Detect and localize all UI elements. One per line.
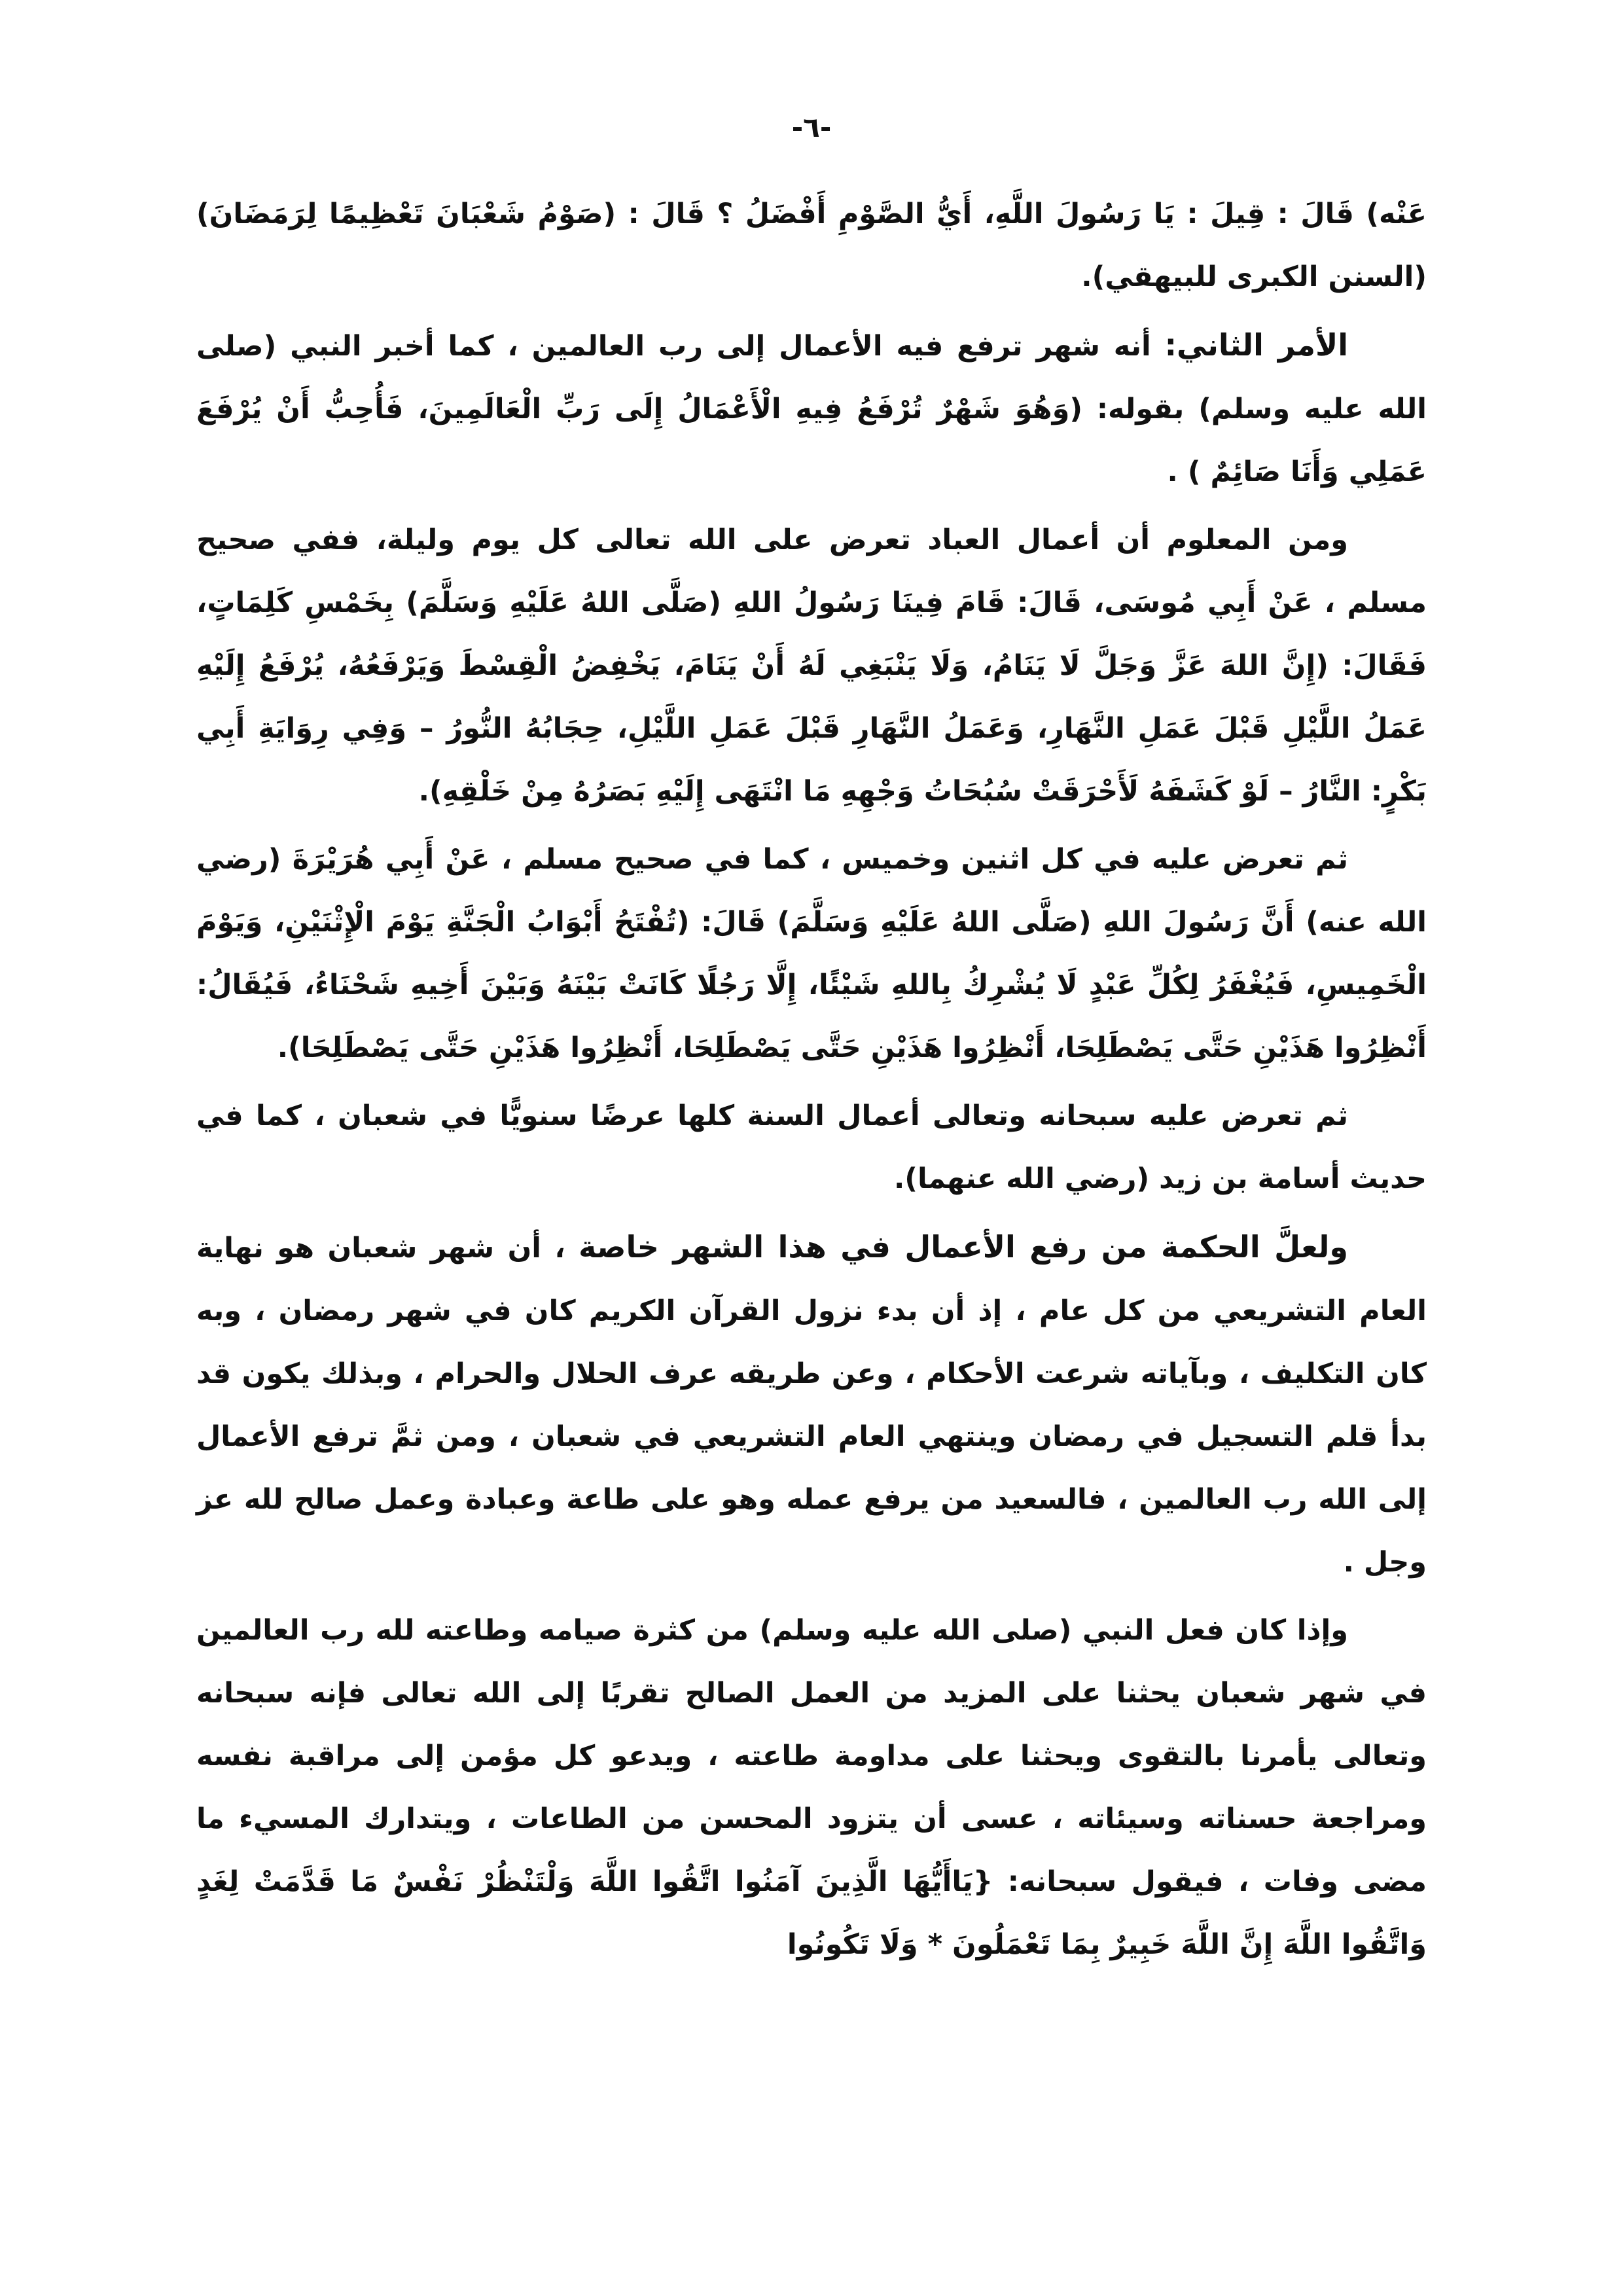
paragraph-text: أنه شهر ترفع فيه الأعمال إلى رب العالمين ، كما أخبر النبي (صلى الله عليه وسلم) بقوله: (وَهُوَ شَهْرٌ تُرْفَعُ فِيهِ الْأَعْمَالُ إِلَى رَبِّ الْعَالَمِينَ، فَأُحِبُّ أَنْ يُرْفَعَ عَمَلِي وَأَنَا صَائِمٌ ) .: [196, 330, 1427, 488]
paragraph-daily-presentation: [196, 509, 1427, 823]
paragraph-second-matter: [196, 314, 1427, 503]
paragraph-lead-heading: ولعلَّ الحكمة من رفع الأعمال في هذا الشهر خاصة: [579, 1229, 1348, 1265]
paragraph-text: ، أن شهر شعبان هو نهاية العام التشريعي من كل عام ، إذ أن بدء نزول القرآن الكريم كان في شهر رمضان ، وبه كان التكليف ، وبآياته شرعت الأحكام ، وعن طريقه عرف الحلال والحرام ، وبذلك يكون قد بدأ قلم التسجيل في رمضان وينتهي العام التشريعي في شعبان ، ومن ثمَّ ترفع الأعمال إلى الله رب العالمين ، فالسعيد من يرفع عمله وهو على طاعة وعبادة وعمل صالح لله عز وجل .: [196, 1232, 1427, 1579]
paragraph-hadith-continuation: [196, 183, 1427, 308]
paragraph-text: عَنْه) قَالَ : قِيلَ : يَا رَسُولَ اللَّهِ، أَيُّ الصَّوْمِ أَفْضَلُ ؟ قَالَ : (صَوْمُ شَعْبَانَ تَعْظِيمًا لِرَمَضَانَ)(السنن الكبرى للبيهقي).: [196, 198, 1427, 293]
document-page: [196, 98, 1427, 2225]
paragraph-monday-thursday: [196, 828, 1427, 1079]
paragraph-text: ومن المعلوم أن أعمال العباد تعرض على الله تعالى كل يوم وليلة، ففي صحيح مسلم ، عَنْ أَبِي مُوسَى، قَالَ: قَامَ فِينَا رَسُولُ اللهِ (صَلَّى اللهُ عَلَيْهِ وَسَلَّمَ) بِخَمْسِ كَلِمَاتٍ، فَقَالَ: (إِنَّ اللهَ عَزَّ وَجَلَّ لَا يَنَامُ، وَلَا يَنْبَغِي لَهُ أَنْ يَنَامَ، يَخْفِضُ الْقِسْطَ وَيَرْفَعُهُ، يُرْفَعُ إِلَيْهِ عَمَلُ اللَّيْلِ قَبْلَ عَمَلِ النَّهَارِ، وَعَمَلُ النَّهَارِ قَبْلَ عَمَلِ اللَّيْلِ، حِجَابُهُ النُّورُ – وَفِي رِوَايَةِ أَبِي بَكْرٍ: النَّارُ – لَوْ كَشَفَهُ لَأَحْرَقَتْ سُبُحَاتُ وَجْهِهِ مَا انْتَهَى إِلَيْهِ بَصَرُهُ مِنْ خَلْقِهِ).: [196, 524, 1427, 808]
page-number: -٦-: [791, 111, 832, 143]
paragraph-text: ثم تعرض عليه سبحانه وتعالى أعمال السنة كلها عرضًا سنويًّا في شعبان ، كما في حديث أسامة بن زيد (رضي الله عنهما).: [196, 1100, 1427, 1195]
paragraph-annual-presentation: [196, 1085, 1427, 1210]
paragraph-text: ثم تعرض عليه في كل اثنين وخميس ، كما في صحيح مسلم ، عَنْ أَبِي هُرَيْرَةَ (رضي الله عنه) أَنَّ رَسُولَ اللهِ (صَلَّى اللهُ عَلَيْهِ وَسَلَّمَ) قَالَ: (تُفْتَحُ أَبْوَابُ الْجَنَّةِ يَوْمَ الْإِثْنَيْنِ، وَيَوْمَ الْخَمِيسِ، فَيُغْفَرُ لِكُلِّ عَبْدٍ لَا يُشْرِكُ بِاللهِ شَيْئًا، إِلَّا رَجُلًا كَانَتْ بَيْنَهُ وَبَيْنَ أَخِيهِ شَحْنَاءُ، فَيُقَالُ: أَنْظِرُوا هَذَيْنِ حَتَّى يَصْطَلِحَا، أَنْظِرُوا هَذَيْنِ حَتَّى يَصْطَلِحَا، أَنْظِرُوا هَذَيْنِ حَتَّى يَصْطَلِحَا).: [196, 843, 1427, 1064]
paragraph-wisdom: [196, 1215, 1427, 1594]
paragraph-exhortation: [196, 1599, 1427, 1976]
paragraph-lead-heading: الأمر الثاني:: [1164, 327, 1348, 363]
paragraph-text: وإذا كان فعل النبي (صلى الله عليه وسلم) من كثرة صيامه وطاعته لله رب العالمين في شهر شعبان يحثنا على المزيد من العمل الصالح تقربًا إلى الله تعالى فإنه سبحانه وتعالى يأمرنا بالتقوى ويحثنا على مداومة طاعته ، ويدعو كل مؤمن إلى مراقبة نفسه ومراجعة حسناته وسيئاته ، عسى أن يتزود المحسن من الطاعات ، ويتدارك المسيء ما مضى وفات ، فيقول سبحانه: {يَاأَيُّهَا الَّذِينَ آمَنُوا اتَّقُوا اللَّهَ وَلْتَنْظُرْ نَفْسٌ مَا قَدَّمَتْ لِغَدٍ وَاتَّقُوا اللَّهَ إِنَّ اللَّهَ خَبِيرٌ بِمَا تَعْمَلُونَ * وَلَا تَكُونُوا: [196, 1614, 1427, 1961]
